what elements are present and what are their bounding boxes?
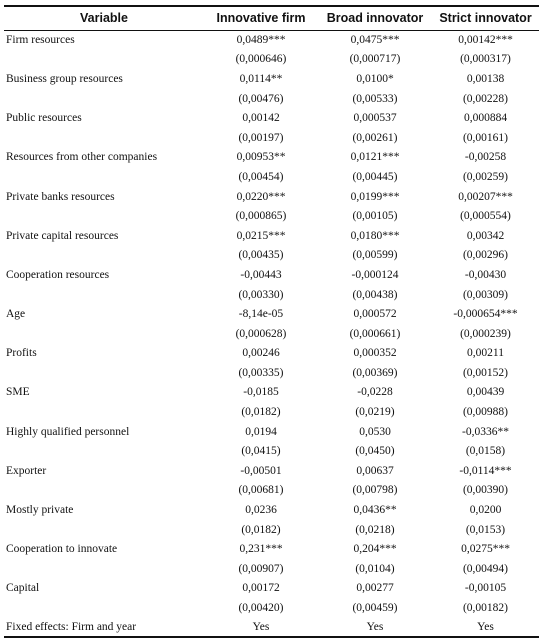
variable-label: Highly qualified personnel <box>6 425 130 438</box>
fixed-effects-value: Yes <box>432 618 539 638</box>
coefficient-cell: 0,00277 <box>356 582 394 595</box>
header-innovative-firm: Innovative firm <box>204 6 318 30</box>
standard-error-cell: (0,00261) <box>352 131 398 144</box>
standard-error-cell: (0,00152) <box>462 366 509 379</box>
coefficient-cell: -8,14e-05 <box>238 308 284 321</box>
standard-error-cell: (0,00533) <box>352 92 398 105</box>
standard-error-cell: (0,000554) <box>460 210 511 223</box>
table-body <box>4 30 539 637</box>
table-row-standard-error <box>4 598 539 618</box>
coefficient-cell: -0,00430 <box>464 268 507 281</box>
empty-cell <box>4 128 204 148</box>
table-row-coefficient <box>4 265 539 285</box>
standard-error-cell: (0,00420) <box>238 602 284 615</box>
empty-cell <box>4 598 204 618</box>
standard-error-cell: (0,0219) <box>355 406 395 419</box>
coefficient-cell: 0,000572 <box>353 308 397 321</box>
coefficient-cell: 0,0530 <box>359 425 391 438</box>
standard-error-cell: (0,000717) <box>349 53 401 66</box>
standard-error-cell: (0,00390) <box>462 484 509 497</box>
coefficient-cell: 0,0121*** <box>350 151 400 164</box>
coefficient-cell: 0,00637 <box>356 464 394 477</box>
empty-cell <box>4 167 204 187</box>
coefficient-cell: 0,00342 <box>466 229 505 242</box>
variable-label: Profits <box>6 347 37 360</box>
empty-cell <box>4 363 204 383</box>
coefficient-cell: -0,00501 <box>240 464 282 477</box>
variable-label: Business group resources <box>6 72 123 85</box>
coefficient-cell: 0,0436** <box>353 504 397 517</box>
table-row-standard-error <box>4 89 539 109</box>
table-row-coefficient <box>4 344 539 364</box>
coefficient-cell: -0,0228 <box>357 386 393 399</box>
standard-error-cell: (0,00907) <box>238 562 284 575</box>
empty-cell <box>4 441 204 461</box>
standard-error-cell: (0,00681) <box>238 484 284 497</box>
coefficient-cell: 0,0215*** <box>236 229 286 242</box>
table-row-standard-error <box>4 520 539 540</box>
standard-error-cell: (0,00259) <box>462 170 509 183</box>
standard-error-cell: (0,0450) <box>355 445 395 458</box>
coefficient-cell: -0,00258 <box>464 151 507 164</box>
standard-error-cell: (0,0415) <box>241 445 281 458</box>
table-row-coefficient <box>4 579 539 599</box>
standard-error-cell: (0,00228) <box>462 92 509 105</box>
standard-error-cell: (0,000317) <box>460 53 511 66</box>
table-row-standard-error <box>4 441 539 461</box>
table-row-coefficient <box>4 422 539 442</box>
standard-error-cell: (0,00105) <box>352 210 398 223</box>
header-strict-innovator: Strict innovator <box>432 6 539 30</box>
coefficient-cell: 0,00138 <box>466 72 505 85</box>
standard-error-cell: (0,0104) <box>355 562 395 575</box>
coefficient-cell: 0,00211 <box>467 347 504 360</box>
table-row-coefficient <box>4 500 539 520</box>
coefficient-cell: 0,000537 <box>353 112 397 125</box>
coefficient-cell: 0,00142 <box>242 112 280 125</box>
table-row-standard-error <box>4 402 539 422</box>
standard-error-cell: (0,000661) <box>349 327 401 340</box>
table-row-standard-error <box>4 246 539 266</box>
coefficient-cell: 0,0100* <box>356 72 394 85</box>
standard-error-cell: (0,00438) <box>352 288 398 301</box>
coefficient-cell: 0,0275*** <box>461 543 510 556</box>
coefficient-cell: -0,00443 <box>240 268 282 281</box>
coefficient-cell: -0,0336** <box>462 425 509 438</box>
standard-error-cell: (0,00369) <box>352 366 398 379</box>
empty-cell <box>4 246 204 266</box>
coefficient-cell: 0,00207*** <box>458 190 513 203</box>
coefficient-cell: -0,0185 <box>243 386 279 399</box>
table-row-fixed-effects <box>4 618 539 638</box>
variable-label: Cooperation resources <box>6 268 110 281</box>
table-row-standard-error <box>4 559 539 579</box>
standard-error-cell: (0,0153) <box>465 523 506 536</box>
coefficient-cell: 0,0489*** <box>236 34 286 47</box>
variable-label: Private banks resources <box>6 190 115 203</box>
variable-label: Private capital resources <box>6 229 119 242</box>
coefficient-cell: 0,00953** <box>236 151 286 164</box>
variable-label: Firm resources <box>6 34 75 47</box>
table-row-coefficient <box>4 30 539 50</box>
coefficient-cell: -0,0114*** <box>459 464 512 477</box>
fixed-effects-label: Fixed effects: Firm and year <box>4 618 204 638</box>
coefficient-cell: 0,000884 <box>463 112 508 125</box>
standard-error-cell: (0,00435) <box>238 249 284 262</box>
variable-label: Capital <box>6 582 40 595</box>
standard-error-cell: (0,00309) <box>462 288 509 301</box>
standard-error-cell: (0,000646) <box>235 53 287 66</box>
standard-error-cell: (0,000239) <box>460 327 511 340</box>
table-row-coefficient <box>4 539 539 559</box>
standard-error-cell: (0,00988) <box>462 406 509 419</box>
standard-error-cell: (0,00182) <box>462 602 509 615</box>
coefficient-cell: 0,00142*** <box>458 34 513 47</box>
table-row-standard-error <box>4 128 539 148</box>
table-row-coefficient <box>4 304 539 324</box>
table-row-coefficient <box>4 461 539 481</box>
coefficient-cell: -0,00105 <box>464 582 507 595</box>
standard-error-cell: (0,0218) <box>355 523 395 536</box>
standard-error-cell: (0,000628) <box>235 327 287 340</box>
coefficient-cell: 0,0199*** <box>350 190 400 203</box>
table-row-standard-error <box>4 285 539 305</box>
empty-cell <box>4 206 204 226</box>
empty-cell <box>4 285 204 305</box>
fixed-effects-value: Yes <box>204 618 318 638</box>
standard-error-cell: (0,00161) <box>462 131 509 144</box>
coefficient-cell: 0,00439 <box>466 386 505 399</box>
table-row-standard-error <box>4 206 539 226</box>
standard-error-cell: (0,0182) <box>241 523 281 536</box>
standard-error-cell: (0,0182) <box>241 406 281 419</box>
standard-error-cell: (0,00197) <box>238 131 284 144</box>
header-row <box>4 6 539 30</box>
coefficient-cell: 0,0220*** <box>236 190 286 203</box>
table-row-standard-error <box>4 363 539 383</box>
table-row-standard-error <box>4 50 539 70</box>
standard-error-cell: (0,00599) <box>352 249 398 262</box>
standard-error-cell: (0,00296) <box>462 249 509 262</box>
table-row-coefficient <box>4 108 539 128</box>
empty-cell <box>4 50 204 70</box>
standard-error-cell: (0,00454) <box>238 170 284 183</box>
coefficient-cell: 0,231*** <box>239 543 283 556</box>
variable-label: Exporter <box>6 464 47 477</box>
standard-error-cell: (0,0158) <box>465 445 506 458</box>
table-row-coefficient <box>4 69 539 89</box>
variable-label: Mostly private <box>6 504 74 517</box>
empty-cell <box>4 402 204 422</box>
table-row-standard-error <box>4 324 539 344</box>
variable-label: Cooperation to innovate <box>6 543 118 556</box>
regression-table <box>4 5 539 638</box>
coefficient-cell: -0,000654*** <box>453 308 518 321</box>
empty-cell <box>4 481 204 501</box>
variable-label: SME <box>6 386 30 399</box>
table-row-standard-error <box>4 167 539 187</box>
coefficient-cell: 0,00172 <box>242 582 280 595</box>
standard-error-cell: (0,00798) <box>352 484 398 497</box>
fixed-effects-value: Yes <box>318 618 432 638</box>
coefficient-cell: 0,0200 <box>469 504 502 517</box>
empty-cell <box>4 89 204 109</box>
standard-error-cell: (0,00494) <box>462 562 509 575</box>
standard-error-cell: (0,00476) <box>238 92 284 105</box>
coefficient-cell: 0,204*** <box>353 543 397 556</box>
empty-cell <box>4 520 204 540</box>
standard-error-cell: (0,00445) <box>352 170 398 183</box>
table-row-standard-error <box>4 481 539 501</box>
coefficient-cell: -0,000124 <box>351 268 399 281</box>
coefficient-cell: 0,0114** <box>239 72 283 85</box>
table-row-coefficient <box>4 226 539 246</box>
variable-label: Public resources <box>6 112 82 125</box>
variable-label: Age <box>6 308 26 321</box>
standard-error-cell: (0,00330) <box>238 288 284 301</box>
coefficient-cell: 0,0194 <box>245 425 277 438</box>
variable-label: Resources from other companies <box>6 151 158 164</box>
coefficient-cell: 0,00246 <box>242 347 280 360</box>
table-row-coefficient <box>4 148 539 168</box>
regression-table-container <box>4 5 539 638</box>
standard-error-cell: (0,00335) <box>238 366 284 379</box>
empty-cell <box>4 324 204 344</box>
coefficient-cell: 0,0236 <box>245 504 277 517</box>
table-row-coefficient <box>4 383 539 403</box>
coefficient-cell: 0,000352 <box>353 347 397 360</box>
empty-cell <box>4 559 204 579</box>
coefficient-cell: 0,0475*** <box>350 34 400 47</box>
coefficient-cell: 0,0180*** <box>350 229 400 242</box>
standard-error-cell: (0,000865) <box>235 210 287 223</box>
header-broad-innovator: Broad innovator <box>318 6 432 30</box>
standard-error-cell: (0,00459) <box>352 602 398 615</box>
table-row-coefficient <box>4 187 539 207</box>
header-variable: Variable <box>4 6 204 30</box>
